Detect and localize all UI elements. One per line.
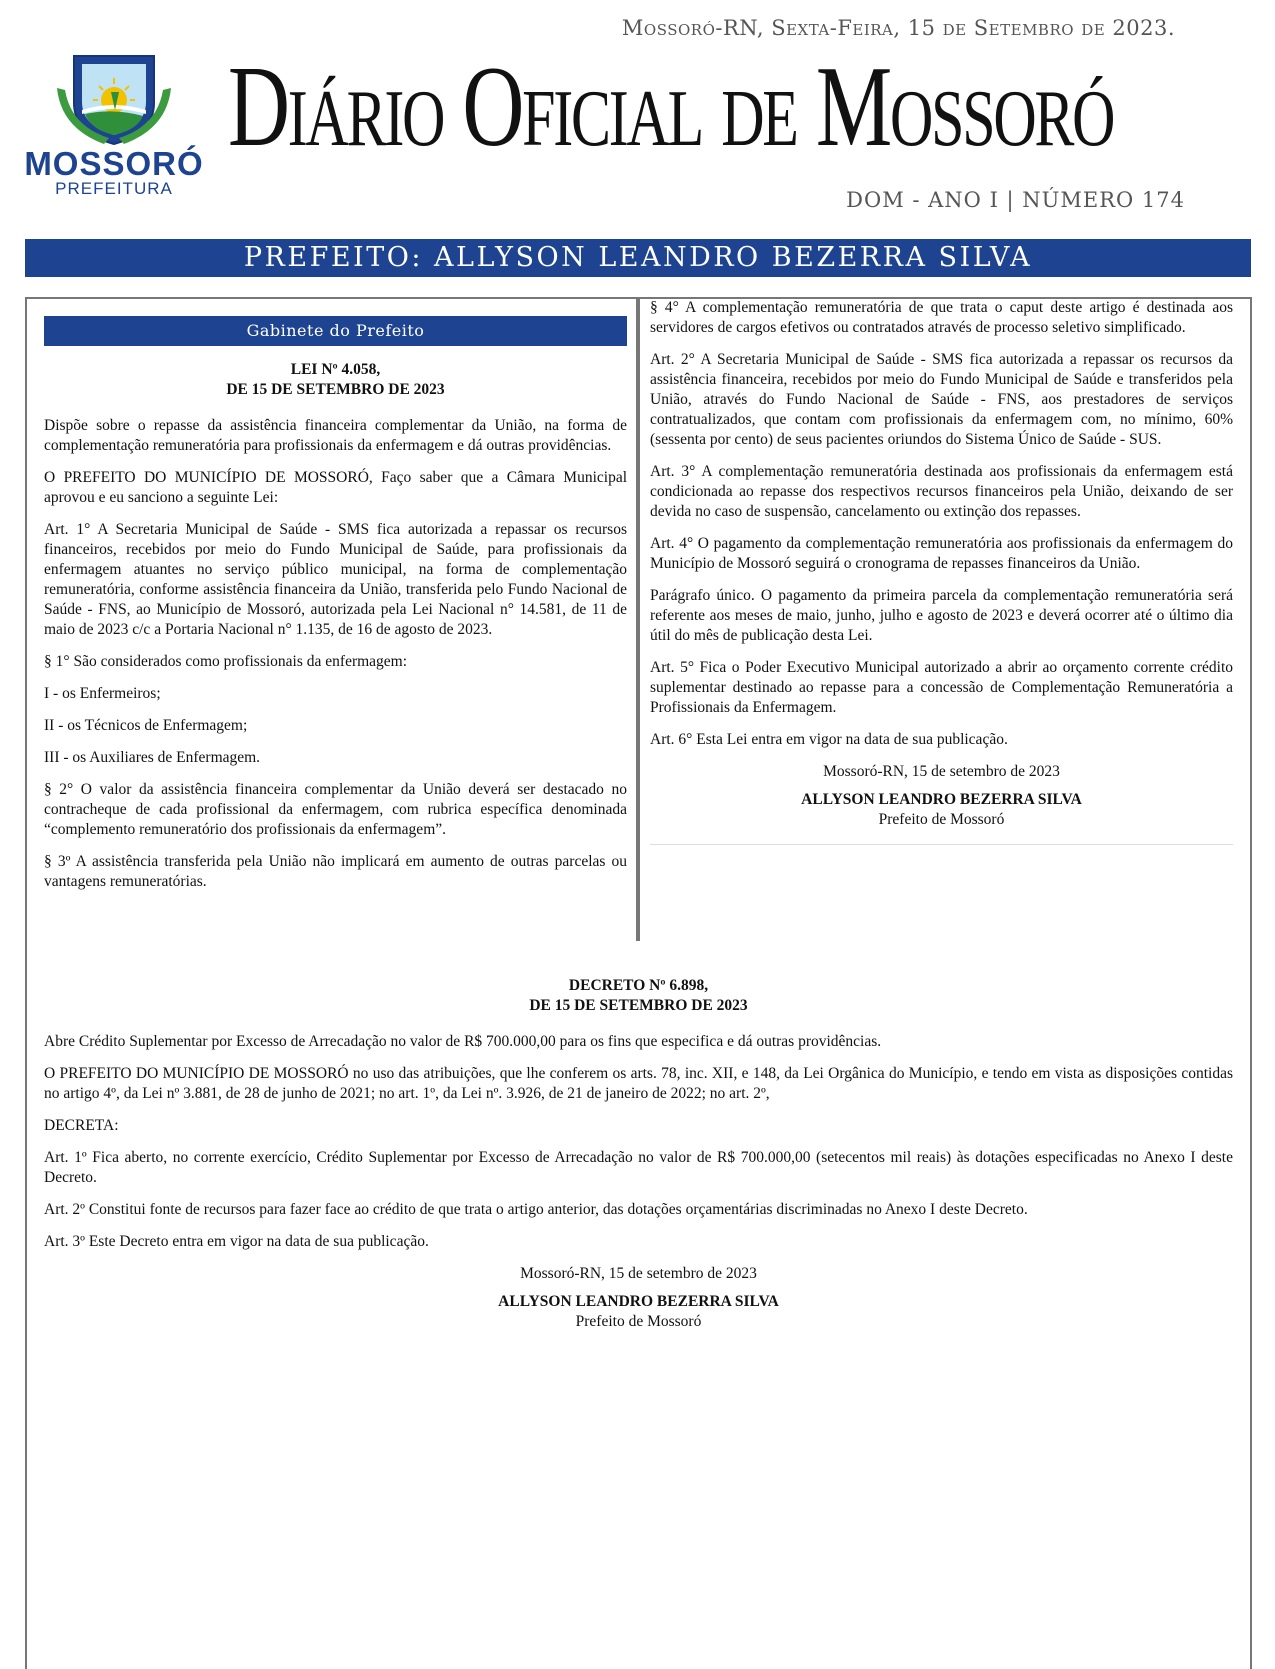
right-column — [650, 298, 1233, 845]
lei-paragraph: Parágrafo único. O pagamento da primeira parcela da complementação remuneratória será referente aos meses de maio, junho, julho e agosto de 2023 e deverá ocorrer até o último dia útil do mês de publicação desta Lei. — [650, 587, 1233, 644]
lei-paragraph: Art. 4° O pagamento da complementação remuneratória aos profissionais da enfermagem do Município de Mossoró seguirá o cronograma de repasses financeiros da União. — [650, 535, 1233, 572]
lei-paragraph: § 3º A assistência transferida pela União não implicará em aumento de outras parcelas ou vantagens remuneratórias. — [44, 853, 627, 890]
decreto-paragraph: Art. 1º Fica aberto, no corrente exercício, Crédito Suplementar por Excesso de Arrecadação no valor de R$ 700.000,00 (setecentos mil reais) às dotações especificadas no Anexo I deste Decreto. — [44, 1149, 1233, 1186]
decreto-paragraph: DECRETA: — [44, 1117, 119, 1134]
decreto-paragraph: Art. 3º Este Decreto entra em vigor na data de sua publicação. — [44, 1233, 429, 1250]
decreto-signature — [44, 1264, 1233, 1332]
lei-paragraph: § 2° O valor da assistência financeira complementar da União deverá ser destacado no contracheque de cada profissional da enfermagem, com rubrica específica denominada “complemento remuneratório dos profissionais da enfermagem”. — [44, 781, 627, 838]
signature-name: ALLYSON LEANDRO BEZERRA SILVA — [801, 791, 1082, 808]
lei-paragraph: O PREFEITO DO MUNICÍPIO DE MOSSORÓ, Faço saber que a Câmara Municipal aprovou e eu sanciono a seguinte Lei: — [44, 469, 627, 506]
lei-paragraph: Art. 3° A complementação remuneratória destinada aos profissionais da enfermagem está condicionada ao repasse dos respectivos recursos financeiros pela União, deixando de ser devida no caso de suspensão, cancelamento ou extinção dos repasses. — [650, 463, 1233, 520]
divider — [650, 844, 1233, 845]
signature-place: Mossoró-RN, 15 de setembro de 2023 — [823, 763, 1060, 780]
lei-paragraph: Art. 2° A Secretaria Municipal de Saúde - SMS fica autorizada a repassar os recursos da assistência financeira, recebidos por meio do Fundo Municipal de Saúde e transferidos pela União, através do Fundo Nacional de Saúde - FNS, aos prestadores de serviços contratualizados, que contam com profissionais da enfermagem com, no mínimo, 60% (sessenta por cento) de seus pacientes oriundos do Sistema Único de Saúde - SUS. — [650, 351, 1233, 448]
column-divider — [636, 298, 640, 941]
lei-signature — [650, 762, 1233, 830]
decreto-title — [44, 976, 1233, 1016]
lei-paragraph: II - os Técnicos de Enfermagem; — [44, 717, 248, 734]
section-header: Gabinete do Prefeito — [44, 316, 627, 346]
dateline: Mossoró-RN, Sexta-Feira, 15 de Setembro de 2023. — [621, 16, 1175, 40]
mayor-banner: PREFEITO: ALLYSON LEANDRO BEZERRA SILVA — [25, 239, 1251, 277]
lei-paragraph: § 4° A complementação remuneratória de que trata o caput deste artigo é destinada aos servidores de cargos efetivos ou contratados através de processo seletivo simplificado. — [650, 299, 1233, 336]
lei-paragraph: III - os Auxiliares de Enfermagem. — [44, 749, 261, 766]
lei-title — [44, 360, 627, 400]
lei-paragraph: Art. 5° Fica o Poder Executivo Municipal autorizado a abrir ao orçamento corrente crédito suplementar destinado ao repasse para a concessão de Complementação Remuneratória a Profissionais da Enfermagem. — [650, 659, 1233, 716]
lei-paragraph: Art. 1° A Secretaria Municipal de Saúde - SMS fica autorizada a repassar os recursos financeiros, recebidos por meio do Fundo Municipal de Saúde, para profissionais da enfermagem atuantes no serviço público municipal, na forma de complementação remuneratória, conforme assistência financeira da União, transferida pelo Fundo Nacional de Saúde - FNS, ao Município de Mossoró, autorizada pela Lei Nacional n° 14.581, de 11 de maio de 2023 c/c a Portaria Nacional n° 1.135, de 16 de agosto de 2023. — [44, 521, 627, 638]
signature-name: ALLYSON LEANDRO BEZERRA SILVA — [498, 1293, 779, 1310]
signature-role: Prefeito de Mossoró — [878, 811, 1005, 828]
lei-title-number: LEI Nº 4.058, — [290, 361, 381, 378]
decreto-paragraph: Abre Crédito Suplementar por Excesso de Arrecadação no valor de R$ 700.000,00 para os fins que especifica e dá outras providências. — [44, 1033, 882, 1050]
coat-of-arms-icon — [49, 48, 179, 148]
decreto-section — [44, 976, 1233, 1332]
decreto-title-number: DECRETO Nº 6.898, — [568, 977, 709, 994]
edition-number: DOM - ANO I | NÚMERO 174 — [846, 188, 1185, 212]
left-column — [44, 316, 627, 904]
signature-place: Mossoró-RN, 15 de setembro de 2023 — [520, 1265, 757, 1282]
masthead-title: Diário Oficial de Mossoró — [228, 43, 1114, 171]
decreto-paragraph: Art. 2º Constitui fonte de recursos para fazer face ao crédito de que trata o artigo anterior, das dotações orçamentárias discriminadas no Anexo I deste Decreto. — [44, 1201, 1028, 1218]
prefeitura-logo — [24, 48, 204, 208]
lei-paragraph: Art. 6° Esta Lei entra em vigor na data de sua publicação. — [650, 731, 1008, 748]
logo-subtitle: PREFEITURA — [55, 179, 173, 198]
lei-paragraph: I - os Enfermeiros; — [44, 685, 161, 702]
lei-paragraph: Dispõe sobre o repasse da assistência financeira complementar da União, na forma de complementação remuneratória para profissionais da enfermagem e dá outras providências. — [44, 417, 627, 454]
logo-name: MOSSORÓ — [24, 145, 204, 182]
decreto-title-date: DE 15 DE SETEMBRO DE 2023 — [529, 997, 748, 1014]
signature-role: Prefeito de Mossoró — [575, 1313, 702, 1330]
decreto-paragraph: O PREFEITO DO MUNICÍPIO DE MOSSORÓ no uso das atribuições, que lhe conferem os arts. 78, inc. XII, e 148, da Lei Orgânica do Município, e tendo em vista as disposições contidas no artigo 4º, da Lei nº 3.881, de 28 de junho de 2021; no art. 1º, da Lei nº. 3.926, de 21 de janeiro de 2022; no art. 2º, — [44, 1065, 1233, 1102]
lei-title-date: DE 15 DE SETEMBRO DE 2023 — [226, 381, 445, 398]
lei-paragraph: § 1° São considerados como profissionais da enfermagem: — [44, 653, 408, 670]
